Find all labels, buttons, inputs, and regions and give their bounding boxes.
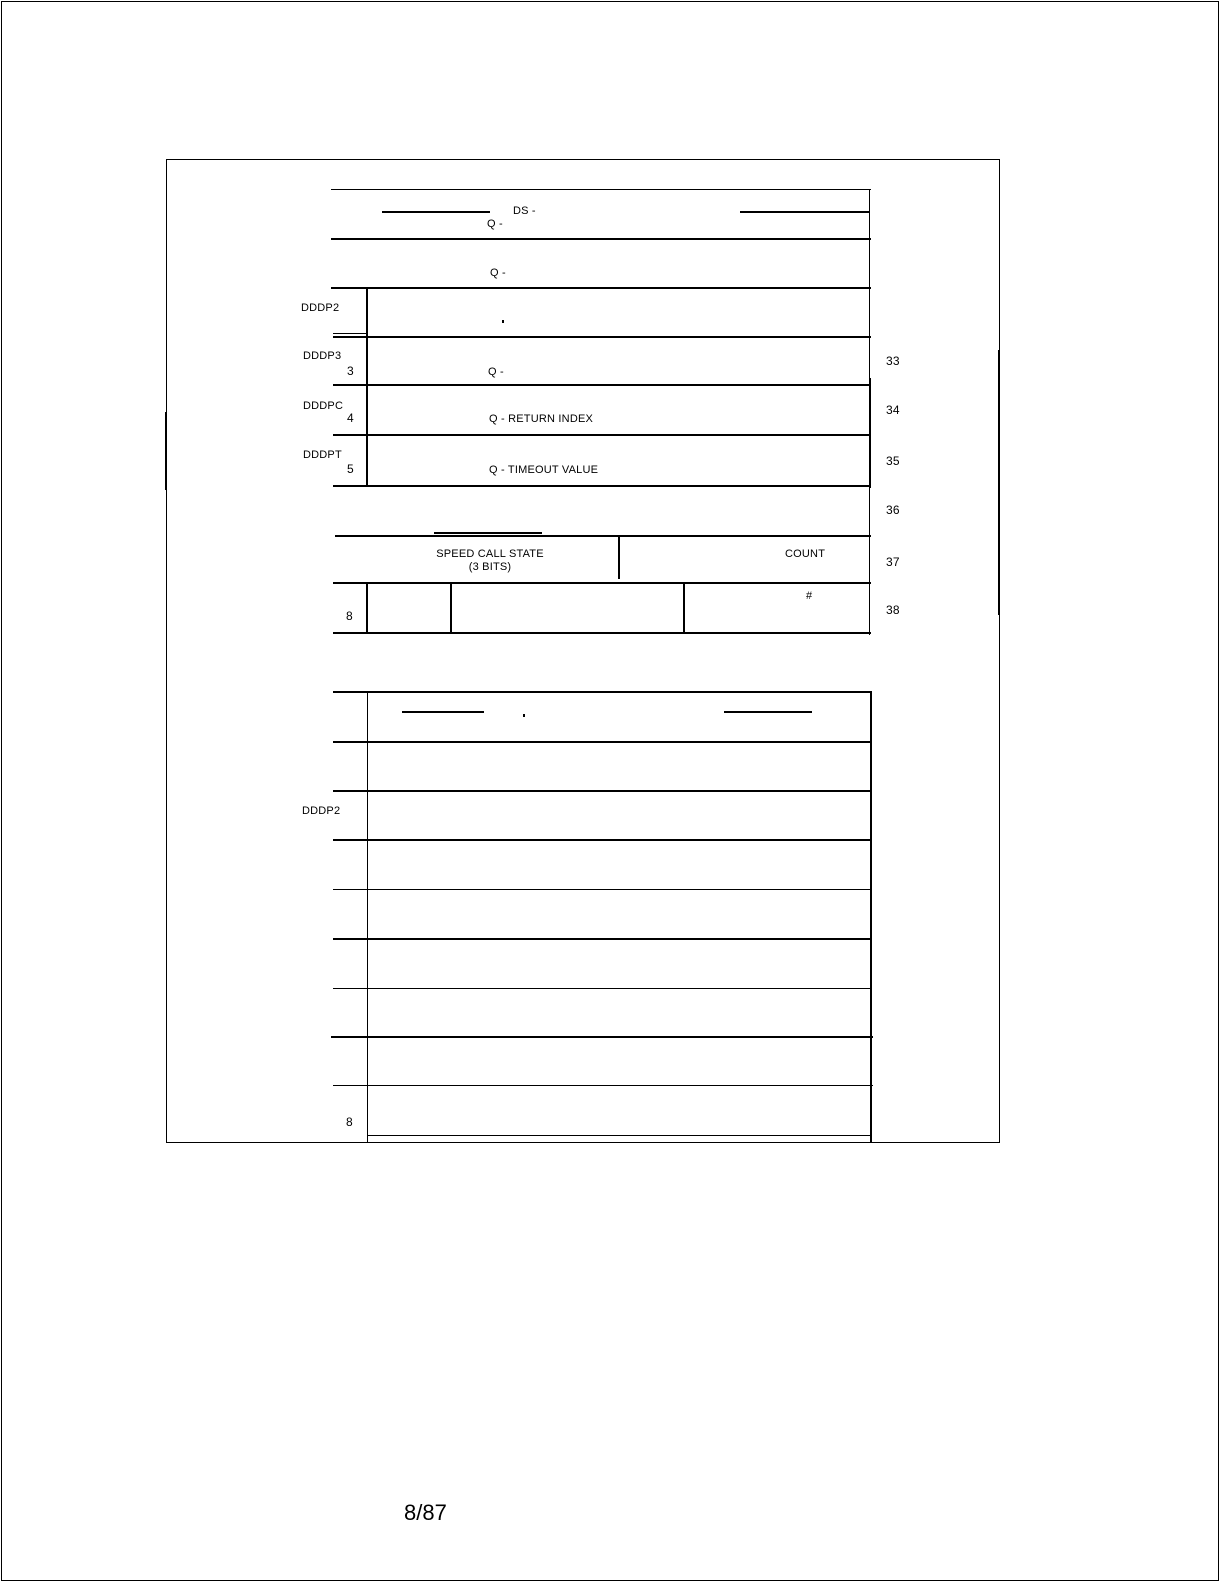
lower-table-left [367, 691, 368, 1143]
row-line [331, 189, 871, 190]
row8-divider-2 [683, 584, 685, 634]
row-line [333, 632, 871, 634]
frame-right-mark [998, 350, 1000, 615]
header-q: Q - [487, 218, 503, 230]
row1-text: Q - [490, 267, 506, 279]
row5-num: 5 [347, 462, 354, 476]
row3-right: 33 [886, 354, 900, 368]
row-line [333, 485, 871, 487]
lower-label: DDDP2 [302, 805, 341, 817]
stub-line [333, 333, 367, 334]
row4-text: Q - RETURN INDEX [489, 413, 594, 425]
row-line [333, 839, 871, 841]
row-line [335, 535, 871, 537]
frame-right [999, 159, 1000, 1143]
header-ds: DS - [513, 205, 536, 217]
row3-num: 3 [347, 364, 354, 378]
footer-date: 8/87 [404, 1500, 447, 1525]
row-line [368, 1135, 871, 1136]
speed-call-state: SPEED CALL STATE [436, 548, 544, 560]
row-line [333, 741, 871, 743]
lower-table-right [870, 691, 872, 1143]
row3-text: Q - [488, 366, 504, 378]
upper-table-right-bold [869, 378, 871, 488]
frame-left [166, 159, 167, 1143]
row-line [331, 1036, 873, 1038]
row-line [331, 238, 871, 240]
count-label: COUNT [785, 548, 826, 560]
row-line [333, 336, 871, 338]
row-line [333, 582, 871, 584]
row2-label: DDDP2 [301, 302, 340, 314]
row-line [333, 434, 871, 436]
frame-bottom [166, 1142, 1000, 1143]
row8-num: 8 [346, 609, 353, 623]
row5-text: Q - TIMEOUT VALUE [489, 464, 599, 476]
row3-label: DDDP3 [303, 350, 342, 362]
row-line [333, 1085, 873, 1086]
row2-mark [502, 320, 504, 323]
lower-header-mark [523, 714, 525, 717]
row-line [333, 988, 871, 989]
row6-right: 36 [886, 503, 900, 517]
header-underline-right [740, 211, 870, 213]
row4-label: DDDPC [303, 400, 344, 412]
row-line [333, 889, 871, 890]
row5-right: 35 [886, 454, 900, 468]
upper-table-left-lower [366, 584, 368, 634]
header-underline-left [382, 211, 490, 213]
upper-table-left [366, 287, 368, 487]
row-line [333, 938, 871, 940]
frame-left-mark [165, 412, 167, 490]
row4-num: 4 [347, 411, 354, 425]
row-line [333, 384, 871, 386]
lower-last-num: 8 [346, 1115, 353, 1129]
row8-divider-1 [450, 584, 452, 634]
row5-label: DDDPT [303, 449, 342, 461]
speed-call-divider [618, 537, 620, 579]
row4-right: 34 [886, 403, 900, 417]
row8-right: 38 [886, 603, 900, 617]
row8-hash: # [806, 590, 813, 602]
frame-top [166, 159, 1000, 160]
speed-call-bits: (3 BITS) [468, 561, 512, 573]
row-line [333, 790, 871, 792]
lower-underline-right [724, 711, 812, 713]
speed-call-tick [434, 532, 542, 534]
lower-underline-left [402, 711, 484, 713]
row-line [331, 287, 871, 289]
row7-right: 37 [886, 555, 900, 569]
row-line [333, 691, 871, 693]
